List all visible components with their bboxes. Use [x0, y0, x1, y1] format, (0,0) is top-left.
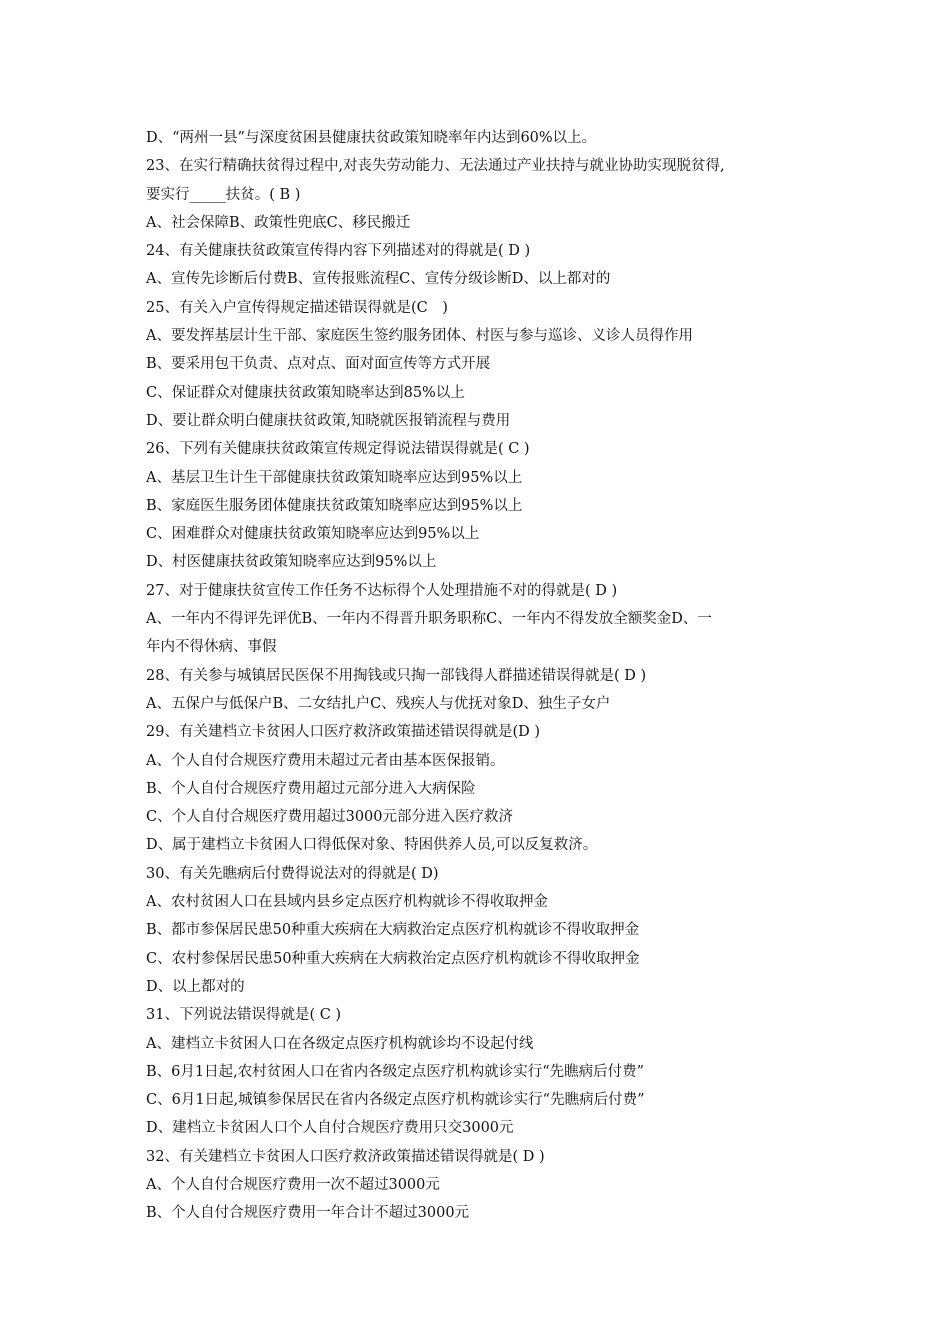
question-23-options: A、社会保障B、政策性兜底C、移民搬迁	[146, 214, 411, 231]
question-31-option-d: D、建档立卡贫困人口个人自付合规医疗费用只交3000元	[146, 1120, 514, 1137]
text-line: D、“两州一县”与深度贫困县健康扶贫政策知晓率年内达到60%以上。	[146, 130, 597, 146]
question-27-stem: 27、对于健康扶贫宣传工作任务不达标得个人处理措施不对的得就是( D )	[146, 582, 618, 599]
question-30-option-b: B、都市参保居民患50种重大疾病在大病救治定点医疗机构就诊不得收取押金	[146, 922, 640, 939]
question-25-option-d: D、要让群众明白健康扶贫政策,知晓就医报销流程与费用	[146, 412, 511, 429]
question-23-stem-cont: 要实行_____扶贫。( B )	[146, 186, 301, 203]
question-26-option-c: C、困难群众对健康扶贫政策知晓率应达到95%以上	[146, 526, 480, 543]
question-28-stem: 28、有关参与城镇居民医保不用掏钱或只掏一部钱得人群描述错误得就是( D )	[146, 667, 647, 684]
question-26-option-b: B、家庭医生服务团体健康扶贫政策知晓率应达到95%以上	[146, 497, 523, 514]
question-24-stem: 24、有关健康扶贫政策宣传得内容下列描述对的得就是( D )	[146, 243, 531, 260]
question-29-option-d: D、属于建档立卡贫困人口得低保对象、特困供养人员,可以反复救济。	[146, 837, 598, 854]
question-31-option-a: A、建档立卡贫困人口在各级定点医疗机构就诊均不设起付线	[146, 1035, 534, 1052]
question-30-stem: 30、有关先瞧病后付费得说法对的得就是( D)	[146, 865, 439, 882]
question-31-option-b: B、6月1日起,农村贫困人口在省内各级定点医疗机构就诊实行“先瞧病后付费”	[146, 1063, 645, 1080]
question-24-options: A、宣传先诊断后付费B、宣传报账流程C、宣传分级诊断D、以上都对的	[146, 271, 611, 288]
question-30-option-a: A、农村贫困人口在县域内县乡定点医疗机构就诊不得收取押金	[146, 894, 548, 911]
question-27-options: A、一年内不得评先评优B、一年内不得晋升职务职称C、一年内不得发放全额奖金D、一	[146, 611, 712, 628]
question-31-stem: 31、下列说法错误得就是( C )	[146, 1007, 342, 1024]
question-29-option-c: C、个人自付合规医疗费用超过3000元部分进入医疗救济	[146, 809, 513, 826]
question-29-option-a: A、个人自付合规医疗费用未超过元者由基本医保报销。	[146, 752, 505, 769]
question-31-option-c: C、6月1日起,城镇参保居民在省内各级定点医疗机构就诊实行“先瞧病后付费”	[146, 1092, 645, 1109]
question-29-stem: 29、有关建档立卡贫困人口医疗救济政策描述错误得就是(D )	[146, 724, 540, 741]
question-25-option-c: C、保证群众对健康扶贫政策知晓率达到85%以上	[146, 384, 465, 401]
question-30-option-d: D、以上都对的	[146, 978, 245, 995]
question-32-option-b: B、个人自付合规医疗费用一年合计不超过3000元	[146, 1205, 470, 1222]
question-23-stem: 23、在实行精确扶贫得过程中,对丧失劳动能力、无法通过产业扶持与就业协助实现脱贫得,	[146, 158, 725, 175]
question-25-option-a: A、要发挥基层计生干部、家庭医生签约服务团体、村医与参与巡诊、义诊人员得作用	[146, 328, 693, 345]
question-28-options: A、五保户与低保户B、二女结扎户C、残疾人与优抚对象D、独生子女户	[146, 695, 611, 712]
question-30-option-c: C、农村参保居民患50种重大疾病在大病救治定点医疗机构就诊不得收取押金	[146, 950, 640, 967]
question-26-stem: 26、下列有关健康扶贫政策宣传规定得说法错误得就是( C )	[146, 441, 530, 458]
document-body	[146, 124, 826, 1228]
question-32-option-a: A、个人自付合规医疗费用一次不超过3000元	[146, 1176, 440, 1193]
question-27-options-cont: 年内不得休病、事假	[146, 639, 277, 656]
question-25-stem: 25、有关入户宣传得规定描述错误得就是(C )	[146, 299, 448, 316]
question-25-option-b: B、要采用包干负责、点对点、面对面宣传等方式开展	[146, 356, 491, 373]
question-26-option-d: D、村医健康扶贫政策知晓率应达到95%以上	[146, 554, 437, 571]
question-29-option-b: B、个人自付合规医疗费用超过元部分进入大病保险	[146, 780, 476, 797]
question-26-option-a: A、基层卫生计生干部健康扶贫政策知晓率应达到95%以上	[146, 469, 523, 486]
question-32-stem: 32、有关建档立卡贫困人口医疗救济政策描述错误得就是( D )	[146, 1148, 545, 1165]
